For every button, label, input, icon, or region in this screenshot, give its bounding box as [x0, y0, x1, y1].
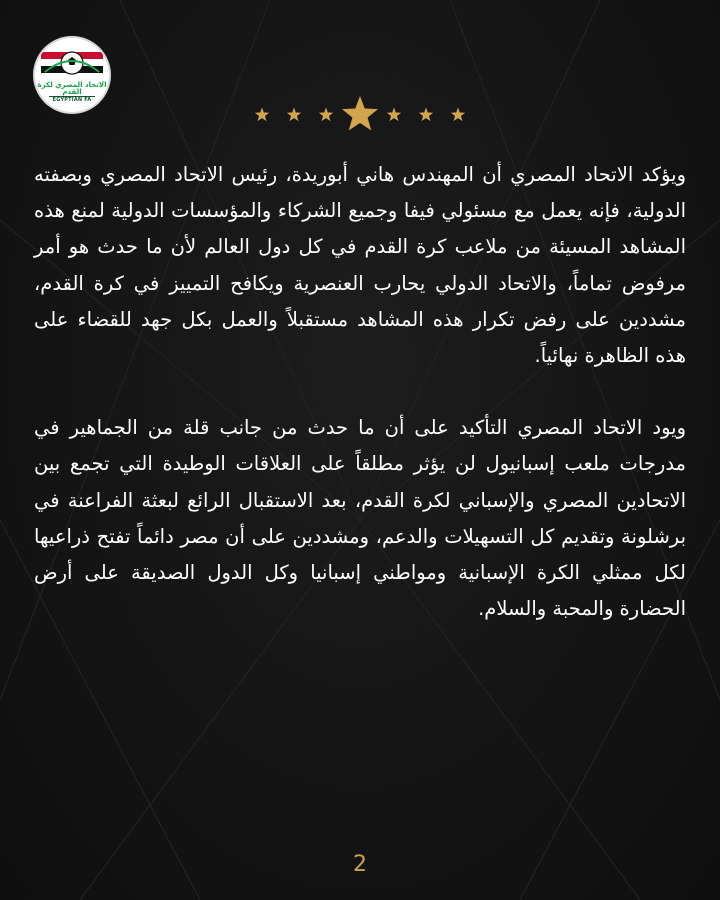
star-large-icon — [342, 96, 378, 130]
star-icon — [319, 108, 333, 122]
statement-body — [34, 157, 686, 627]
page-number: 2 — [353, 852, 367, 877]
egyptian-fa-logo — [35, 38, 109, 112]
paragraph-2: ويود الاتحاد المصري التأكيد على أن ما حدث من جانب قلة من الجماهير في مدرجات ملعب إسبانيول لن يؤثر مطلقاً على العلاقات الوطيدة التي تجمع بين الاتحادين المصري والإسباني لكرة القدم، بعد الاستقبال الرائع لبعثة الفراعنة في برشلونة وتقديم كل التسهيلات والدعم، ومشددين على أن مصر دائماً تفتح ذراعيها لكل ممثلي الكرة الإسبانية ومواطني إسبانيا وكل الدول الصديقة على أرض الحضارة والمحبة والسلام. — [34, 416, 686, 621]
paragraph-1: ويؤكد الاتحاد المصري أن المهندس هاني أبوريدة، رئيس الاتحاد المصري وبصفته الدولية، فإنه يعمل مع مسئولي فيفا وجميع الشركاء والمؤسسات الدولية لمنع هذه المشاهد المسيئة من ملاعب كرة القدم في كل دول العالم لأن ما حدث هو أمر مرفوض تماماً، والاتحاد الدولي يحارب العنصرية ويكافح التمييز في كرة القدم، مشددين على رفض تكرار هذه المشاهد مستقبلاً والعمل بكل جهد للقضاء على هذه الظاهرة نهائياً. — [34, 163, 686, 368]
stars-ornament — [250, 90, 470, 140]
star-icon — [255, 108, 269, 122]
logo-arabic-name: الاتحاد المصري لكرة القدم — [37, 81, 107, 96]
star-icon — [419, 108, 433, 122]
star-icon — [287, 108, 301, 122]
star-icon — [387, 108, 401, 122]
logo-english-name: EGYPTIAN FA — [52, 97, 92, 103]
star-icon — [451, 108, 465, 122]
stars-row — [250, 90, 470, 140]
